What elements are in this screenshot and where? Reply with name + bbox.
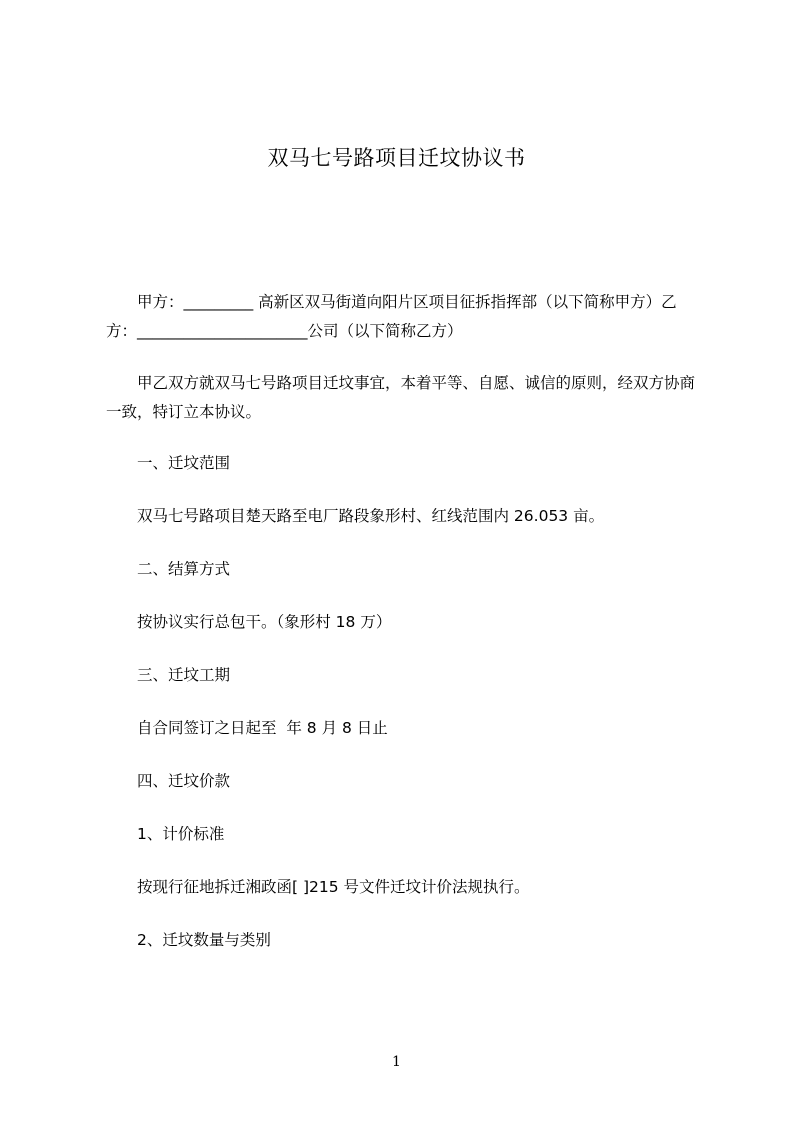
- page-number: 1: [392, 1054, 401, 1070]
- section-body-scope: 双马七号路项目楚天路至电厂路段象形村、红线范围内 26.053 亩。: [137, 507, 605, 525]
- subsection-body-pricing-standard: 按现行征地拆迁湘政函[ ]215 号文件迁坟计价法规执行。: [137, 878, 530, 896]
- party-paragraph: 甲方：_________ 高新区双马街道向阳片区项目征拆指挥部（以下简称甲方）乙方：______________________公司（以下简称乙方）: [106, 293, 677, 340]
- section-heading-price: 四、迁坟价款: [137, 772, 231, 790]
- document-title: 双马七号路项目迁坟协议书: [267, 146, 526, 170]
- section-heading-scope: 一、迁坟范围: [137, 454, 231, 472]
- section-body-schedule: 自合同签订之日起至 年 8 月 8 日止: [137, 719, 388, 737]
- intro-paragraph: 甲乙双方就双马七号路项目迁坟事宜，本着平等、自愿、诚信的原则，经双方协商一致，特订立本协议。: [106, 374, 696, 421]
- subsection-heading-quantity: 2、迁坟数量与类别: [137, 931, 271, 949]
- section-body-settlement: 按协议实行总包干。（象形村 18 万）: [137, 613, 392, 631]
- section-heading-settlement: 二、结算方式: [137, 560, 231, 578]
- section-heading-schedule: 三、迁坟工期: [137, 666, 231, 684]
- subsection-heading-pricing-standard: 1、计价标准: [137, 825, 225, 843]
